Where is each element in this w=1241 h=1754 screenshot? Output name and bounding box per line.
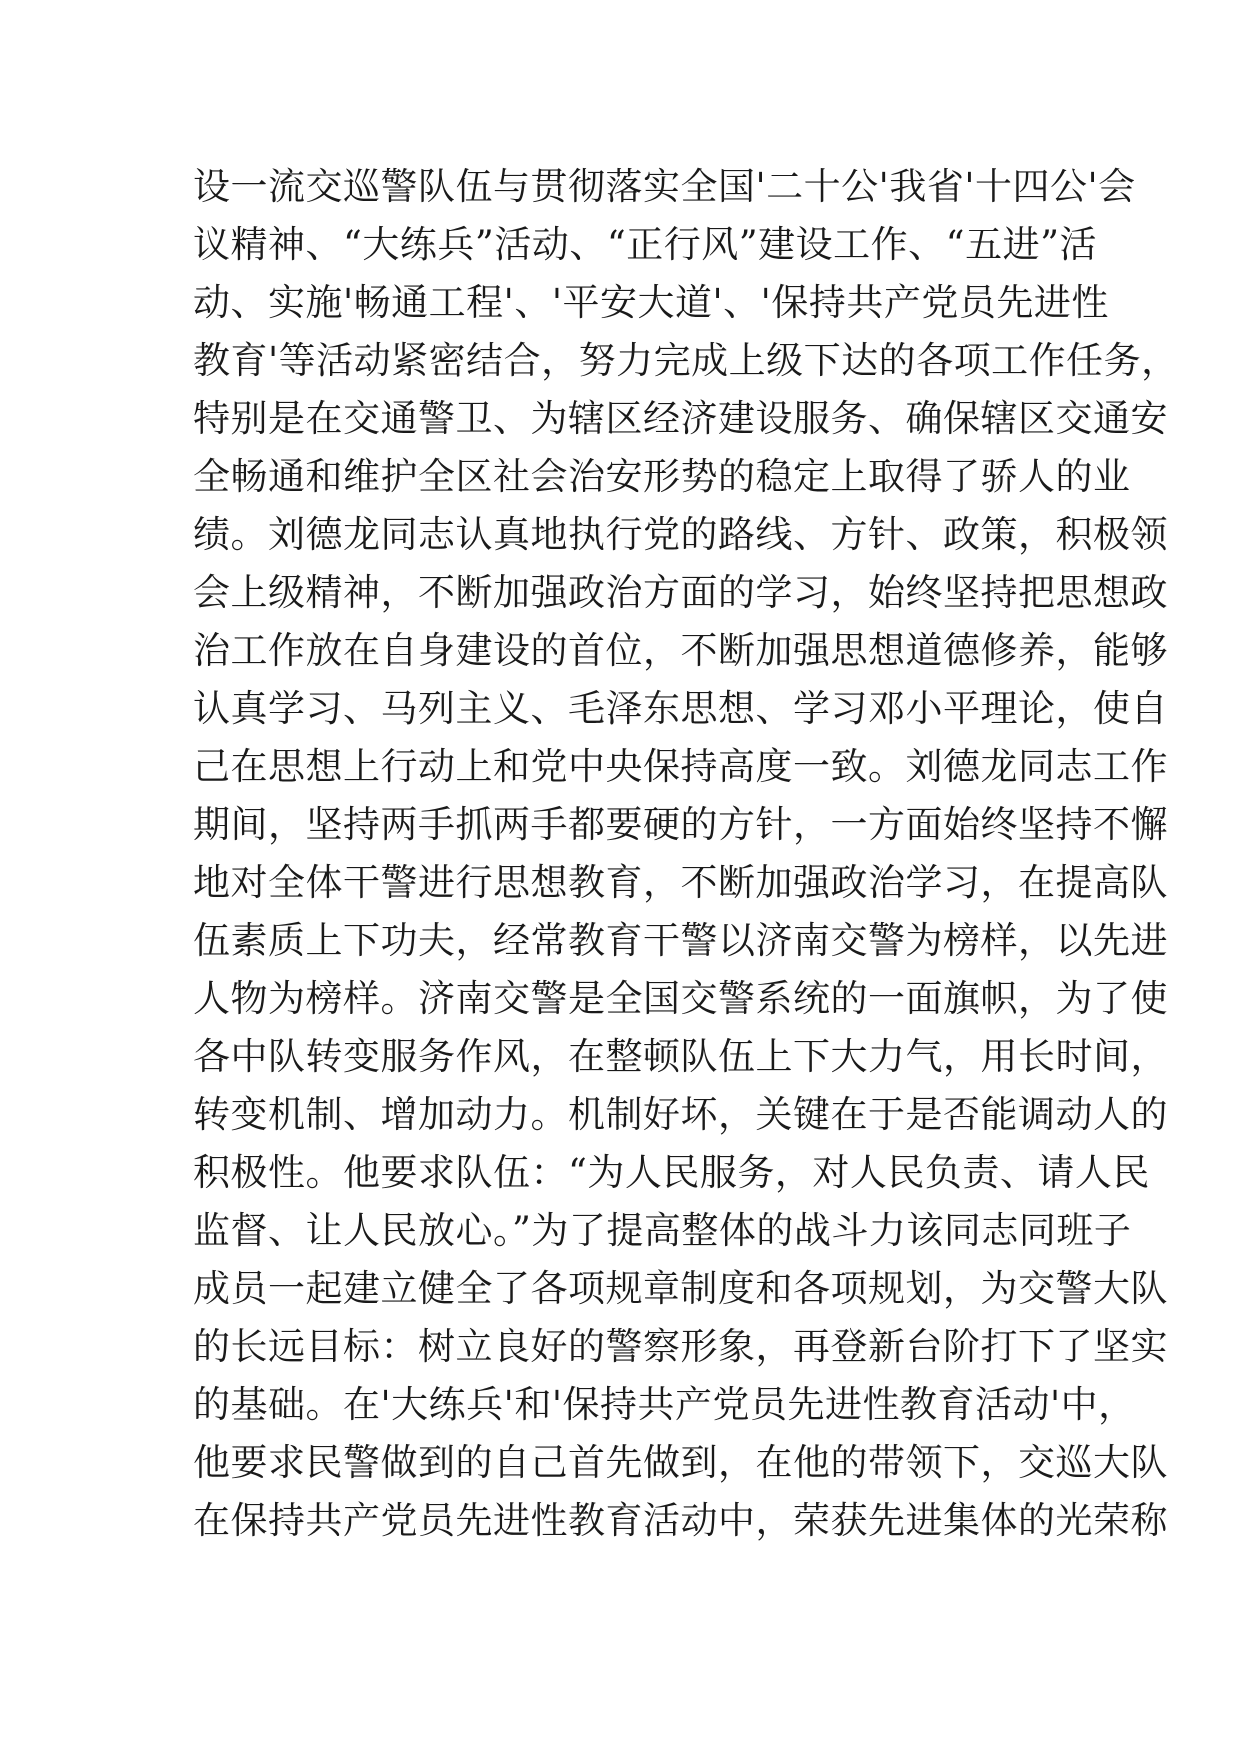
text-line: 全畅通和维护全区社会治安形势的稳定上取得了骄人的业 xyxy=(193,455,1131,498)
text-line: 人物为榜样。济南交警是全国交警系统的一面旗帜，为了使 xyxy=(193,977,1168,1020)
text-line: 认真学习、马列主义、毛泽东思想、学习邓小平理论，使自 xyxy=(193,687,1168,730)
text-line: 地对全体干警进行思想教育，不断加强政治学习，在提高队 xyxy=(193,861,1168,904)
text-line: 成员一起建立健全了各项规章制度和各项规划，为交警大队 xyxy=(193,1267,1168,1310)
text-line: 转变机制、增加动力。机制好坏，关键在于是否能调动人的 xyxy=(193,1093,1168,1136)
text-line: 各中队转变服务作风，在整顿队伍上下大力气，用长时间， xyxy=(193,1035,1168,1078)
text-line: 积极性。他要求队伍：“为人民服务，对人民负责、请人民 xyxy=(193,1151,1150,1194)
text-line: 的长远目标：树立良好的警察形象，再登新台阶打下了坚实 xyxy=(193,1325,1168,1368)
text-line: 己在思想上行动上和党中央保持高度一致。刘德龙同志工作 xyxy=(193,745,1168,788)
text-line: 特别是在交通警卫、为辖区经济建设服务、确保辖区交通安 xyxy=(193,397,1168,440)
text-line: 期间，坚持两手抓两手都要硬的方针，一方面始终坚持不懈 xyxy=(193,803,1168,846)
text-line: 在保持共产党员先进性教育活动中，荣获先进集体的光荣称 xyxy=(193,1499,1168,1542)
text-line: 设一流交巡警队伍与贯彻落实全国'二十公'我省'十四公'会 xyxy=(193,165,1136,208)
body-paragraph xyxy=(193,158,1179,1550)
text-line: 会上级精神，不断加强政治方面的学习，始终坚持把思想政 xyxy=(193,571,1168,614)
text-line: 绩。刘德龙同志认真地执行党的路线、方针、政策，积极领 xyxy=(193,513,1168,556)
text-line: 监督、让人民放心。”为了提高整体的战斗力该同志同班子 xyxy=(193,1209,1132,1252)
text-line: 动、实施'畅通工程'、'平安大道'、'保持共产党员先进性 xyxy=(193,281,1109,324)
text-line: 议精神、“大练兵”活动、“正行风”建设工作、“五进”活 xyxy=(193,223,1097,266)
text-line: 治工作放在自身建设的首位，不断加强思想道德修养，能够 xyxy=(193,629,1168,672)
text-line: 教育'等活动紧密结合，努力完成上级下达的各项工作任务， xyxy=(193,339,1179,382)
text-line: 他要求民警做到的自己首先做到，在他的带领下，交巡大队 xyxy=(193,1441,1168,1484)
text-line: 的基础。在'大练兵'和'保持共产党员先进性教育活动'中， xyxy=(193,1383,1136,1426)
text-line: 伍素质上下功夫，经常教育干警以济南交警为榜样，以先进 xyxy=(193,919,1168,962)
